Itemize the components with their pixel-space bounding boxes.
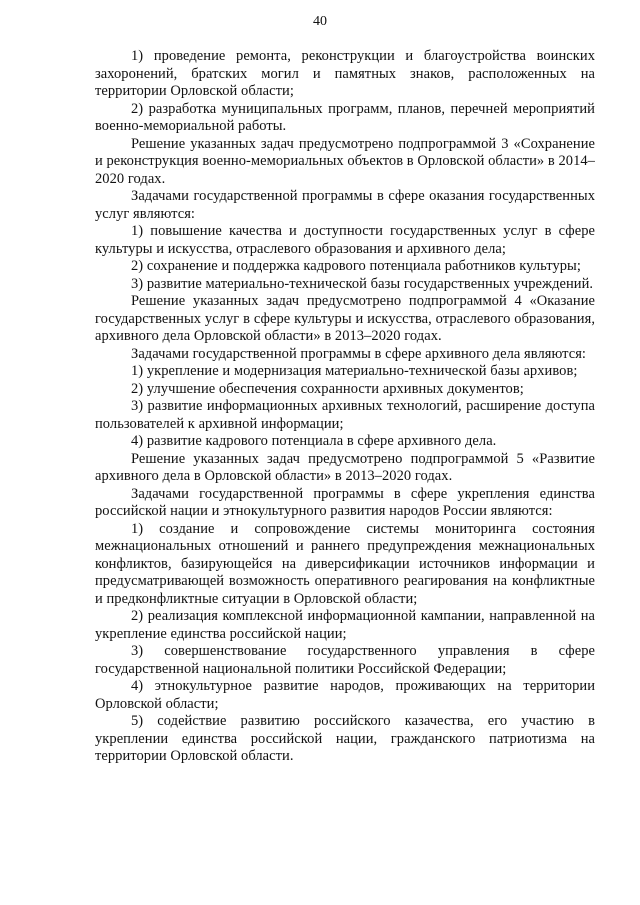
document-body: [95, 48, 595, 766]
paragraph: 4) этнокультурное развитие народов, проживающих на территории Орловской области;: [95, 678, 595, 712]
paragraph: 2) улучшение обеспечения сохранности архивных документов;: [131, 380, 524, 397]
paragraph: Решение указанных задач предусмотрено подпрограммой 4 «Оказание государственных услуг в сфере культуры и искусства, отраслевого образования, архивного дела Орловской области» в 2013–2020 годах.: [95, 293, 595, 344]
paragraph: 2) сохранение и поддержка кадрового потенциала работников культуры;: [131, 258, 581, 274]
paragraph: 2) реализация комплексной информационной кампании, направленной на укрепление единства российской нации;: [95, 608, 595, 642]
paragraph: 3) развитие материально-технической базы государственных учреждений.: [131, 275, 594, 292]
paragraph: 5) содействие развитию российского казачества, его участию в укреплении единства российской нации, гражданского патриотизма на территории Орловской области.: [95, 713, 595, 764]
paragraph: 2) разработка муниципальных программ, планов, перечней мероприятий военно-мемориальной работы.: [95, 100, 595, 134]
paragraph: 1) создание и сопровождение системы мониторинга состояния межнациональных отношений и раннего предупреждения межнациональных конфликтов, базирующейся на диверсификации источников информации и предусматривающей возможность оперативного реагирования на конфликтные и предконфликтные ситуации в Орловской области;: [95, 520, 595, 607]
paragraph: 1) укрепление и модернизация материально-технической базы архивов;: [131, 363, 578, 379]
paragraph: Решение указанных задач предусмотрено подпрограммой 5 «Развитие архивного дела в Орловской области» в 2013–2020 годах.: [95, 450, 595, 484]
paragraph: Задачами государственной программы в сфере укрепления единства российской нации и этнокультурного развития народов России являются:: [95, 485, 595, 519]
paragraph: 3) совершенствование государственного управления в сфере государственной национальной политики Российской Федерации;: [95, 643, 595, 677]
paragraph: 3) развитие информационных архивных технологий, расширение доступа пользователей к архивной информации;: [95, 398, 595, 432]
paragraph: 1) повышение качества и доступности государственных услуг в сфере культуры и искусства, отраслевого образования и архивного дела;: [95, 223, 595, 257]
paragraph: Задачами государственной программы в сфере архивного дела являются:: [131, 345, 587, 362]
paragraph: Решение указанных задач предусмотрено подпрограммой 3 «Сохранение и реконструкция военно-мемориальных объектов в Орловской области» в 2014–2020 годах.: [95, 135, 595, 187]
paragraph: 4) развитие кадрового потенциала в сфере архивного дела.: [131, 433, 497, 449]
page-number: 40: [313, 14, 327, 29]
paragraph: Задачами государственной программы в сфере оказания государственных услуг являются:: [95, 188, 595, 222]
paragraph: 1) проведение ремонта, реконструкции и благоустройства воинских захоронений, братских могил и памятных знаков, расположенных на территории Орловской области;: [95, 48, 595, 99]
